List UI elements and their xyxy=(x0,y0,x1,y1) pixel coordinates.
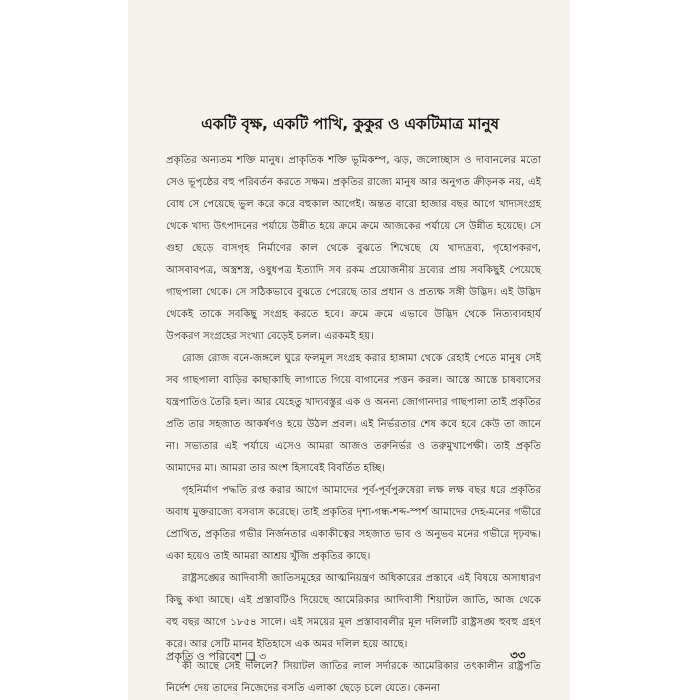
chapter-title: একটি বৃক্ষ, একটি পাখি, কুকুর ও একটিমাত্র মানুষ xyxy=(201,115,499,133)
paragraph-1: প্রকৃতির অন্যতম শক্তি মানুষ। প্রাকৃতিক শক্তি ভূমিকম্প, ঝড়, জলোচ্ছাস ও দাবানলের মতো সেও ভূপৃষ্ঠের বহু পরিবর্তন করতে সক্ষম। প্রকৃতির রাজ্যে মানুষ আর অনুগত ক্রীড়নক নয়, এই বোধ সে পেয়েছে ভুল করে করে বহুকাল আগেই। অন্তত বারো হাজার বছর আগে খাদ্যসংগ্রহ থেকে খাদ্য উৎপাদনের পর্যায়ে উন্নীত হয়ে ক্রমে ক্রমে আজকের পর্যায়ে সে উন্নীত হয়েছে। সে গুহা ছেড়ে বাসগৃহ নির্মাণের কাল থেকে বুঝতে শিখেছে যে খাদ্যদ্রব্য, গৃহোপকরণ, আসবাবপত্র, অস্ত্রশস্ত্র, ওষুধপত্র ইত্যাদি সব রকম প্রয়োজনীয় দ্রব্যের প্রায় সবকিছুই পেয়েছে গাছপালা থেকে। সে সঠিকভাবে বুঝতে পেরেছে তার প্রধান ও প্রত্যক্ষ সঙ্গী উদ্ভিদ। এই উদ্ভিদ থেকেই তাকে সবকিছু সংগ্রহ করতে হবে। ক্রমে ক্রমে এভাবে উদ্ভিদ থেকে নিত্যব্যবহার্য উপকরণ সংগ্রহের সংখ্যা বেড়েই চলল। এরকমই হয়। xyxy=(166,155,541,342)
body-text xyxy=(166,150,541,700)
paragraph-4: রাষ্ট্রসঙ্ঘের আদিবাসী জাতিসমূহের আত্মনিয়ন্ত্রণ অধিকারের প্রস্তাবে এই বিষয়ে অসাধারণ কিছু কথা আছে। এই প্রস্তাবটিও দিয়েছে আমেরিকার আদিবাসী শিয়াটল জাতি, আজ থেকে বহু বছর আগে ১৮৫৪ সালে। এই সময়ের মূল প্রস্তাবাবলীর মূল দলিলটি রাষ্ট্রসঙ্ঘ হুবহু গ্রহণ করে। আর সেটি মানব ইতিহাসে এক অমর দলিল হয়ে আছে। xyxy=(166,573,541,650)
page-number: ৩৩ xyxy=(510,648,526,662)
paragraph-2: রোজ রোজ বনে-জঙ্গলে ঘুরে ফলমূল সংগ্রহ করার হাঙ্গামা থেকে রেহাই পেতে মানুষ সেই সব গাছপালা বাড়ির কাছাকাছি লাগাতে গিয়ে বাগানের পত্তন করল। আস্তে আস্তে চাষবাসের যন্ত্রপাতিও তৈরি হল। আর যেহেতু খাদ্যবস্তুর এক ও অনন্য জোগানদার গাছপালা তাই প্রকৃতির প্রতি তার সহজাত আকর্ষণও হয়ে উঠল প্রবল। এই নির্ভরতার শেষ কবে হবে কেউ তা জানে না। সভ্যতার এই পর্যায়ে এসেও আমরা আজও তরুনির্ভর ও তরুমুখাপেক্ষী। তাই প্রকৃতি আমাদের মা। আমরা তার অংশ হিসাবেই বিবর্তিত হচ্ছি। xyxy=(166,353,541,474)
paragraph-3: গৃহনির্মাণ পদ্ধতি রপ্ত করার আগে আমাদের পূর্ব-পূর্বপুরুষেরা লক্ষ লক্ষ বছর ধরে প্রকৃতির অবাধ মুক্তরাজ্যে বসবাস করেছে। তাই প্রকৃতির দৃশ্য-গন্ধ-শব্দ-স্পর্শ আমাদের দেহ-মনের গভীরে প্রোথিত, প্রকৃতির গভীর নির্জনতার একাকীত্বের সহজাত ভাব ও অনুভব মনের গভীরে দৃঢ়বদ্ধ। একা হয়েও তাই আমরা আশ্রয় খুঁজি প্রকৃতির কাছে। xyxy=(166,485,541,562)
footer-book-title: প্রকৃতি ও পরিবেশ ❑ ৩ xyxy=(166,650,267,663)
paragraph-5: কী আছে সেই দলিলে? সিয়াটল জাতির লাল সর্দারকে আমেরিকার তৎকালীন রাষ্ট্রপতি নির্দেশ দেয় তাদের নিজেদের বসতি এলাকা ছেড়ে চলে যেতে। কেননা xyxy=(166,661,541,694)
